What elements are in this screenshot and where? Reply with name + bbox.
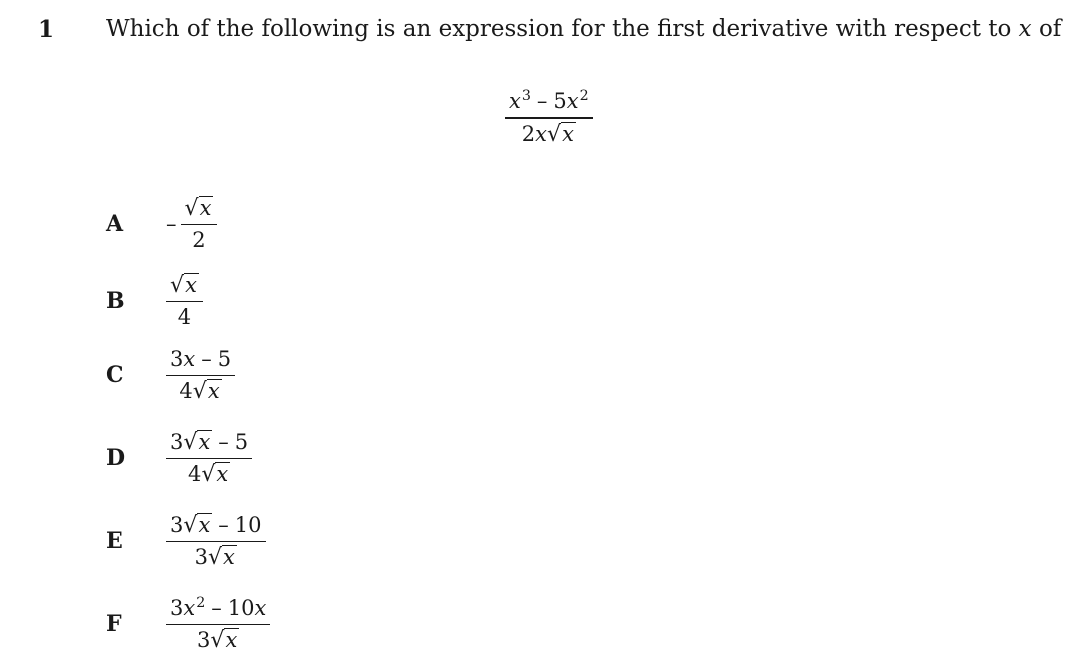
question-number: 1 (38, 16, 55, 43)
given-expression (505, 88, 593, 147)
option-letter: D (106, 445, 126, 471)
option-f[interactable] (106, 586, 270, 662)
option-f-expression: $3x^2 - 10x$ 3 √ x (166, 595, 270, 654)
given-numerator: $x^3 - 5x^2$ (509, 88, 589, 113)
option-a[interactable] (106, 186, 217, 262)
option-c[interactable] (106, 337, 235, 413)
option-letter: F (106, 611, 122, 637)
question-text-after: of (1031, 16, 1062, 42)
question-text-before: Which of the following is an expression for the first derivative with respect to (106, 16, 1019, 42)
option-letter: E (106, 528, 123, 554)
option-c-expression: 3x – 5 4 √ x (166, 346, 235, 405)
option-b-expression: √ x 4 (166, 272, 203, 331)
option-d[interactable] (106, 420, 252, 496)
negative-sign: – (166, 212, 177, 236)
fraction-bar (505, 117, 593, 118)
sqrt: √ x (547, 121, 574, 147)
question-text (106, 16, 1061, 42)
option-letter: C (106, 362, 124, 388)
option-e-expression: 3 √ x – 10 3 √ x (166, 512, 266, 571)
option-letter: A (106, 211, 124, 237)
option-letter: B (106, 288, 125, 314)
option-e[interactable] (106, 503, 266, 579)
question-variable: x (1018, 16, 1032, 42)
option-b[interactable] (106, 263, 203, 339)
given-denominator: 2x √ x (521, 121, 574, 147)
option-a-expression: √ x 2 (181, 195, 218, 254)
option-d-expression: 3 √ x – 5 4 √ x (166, 429, 252, 488)
